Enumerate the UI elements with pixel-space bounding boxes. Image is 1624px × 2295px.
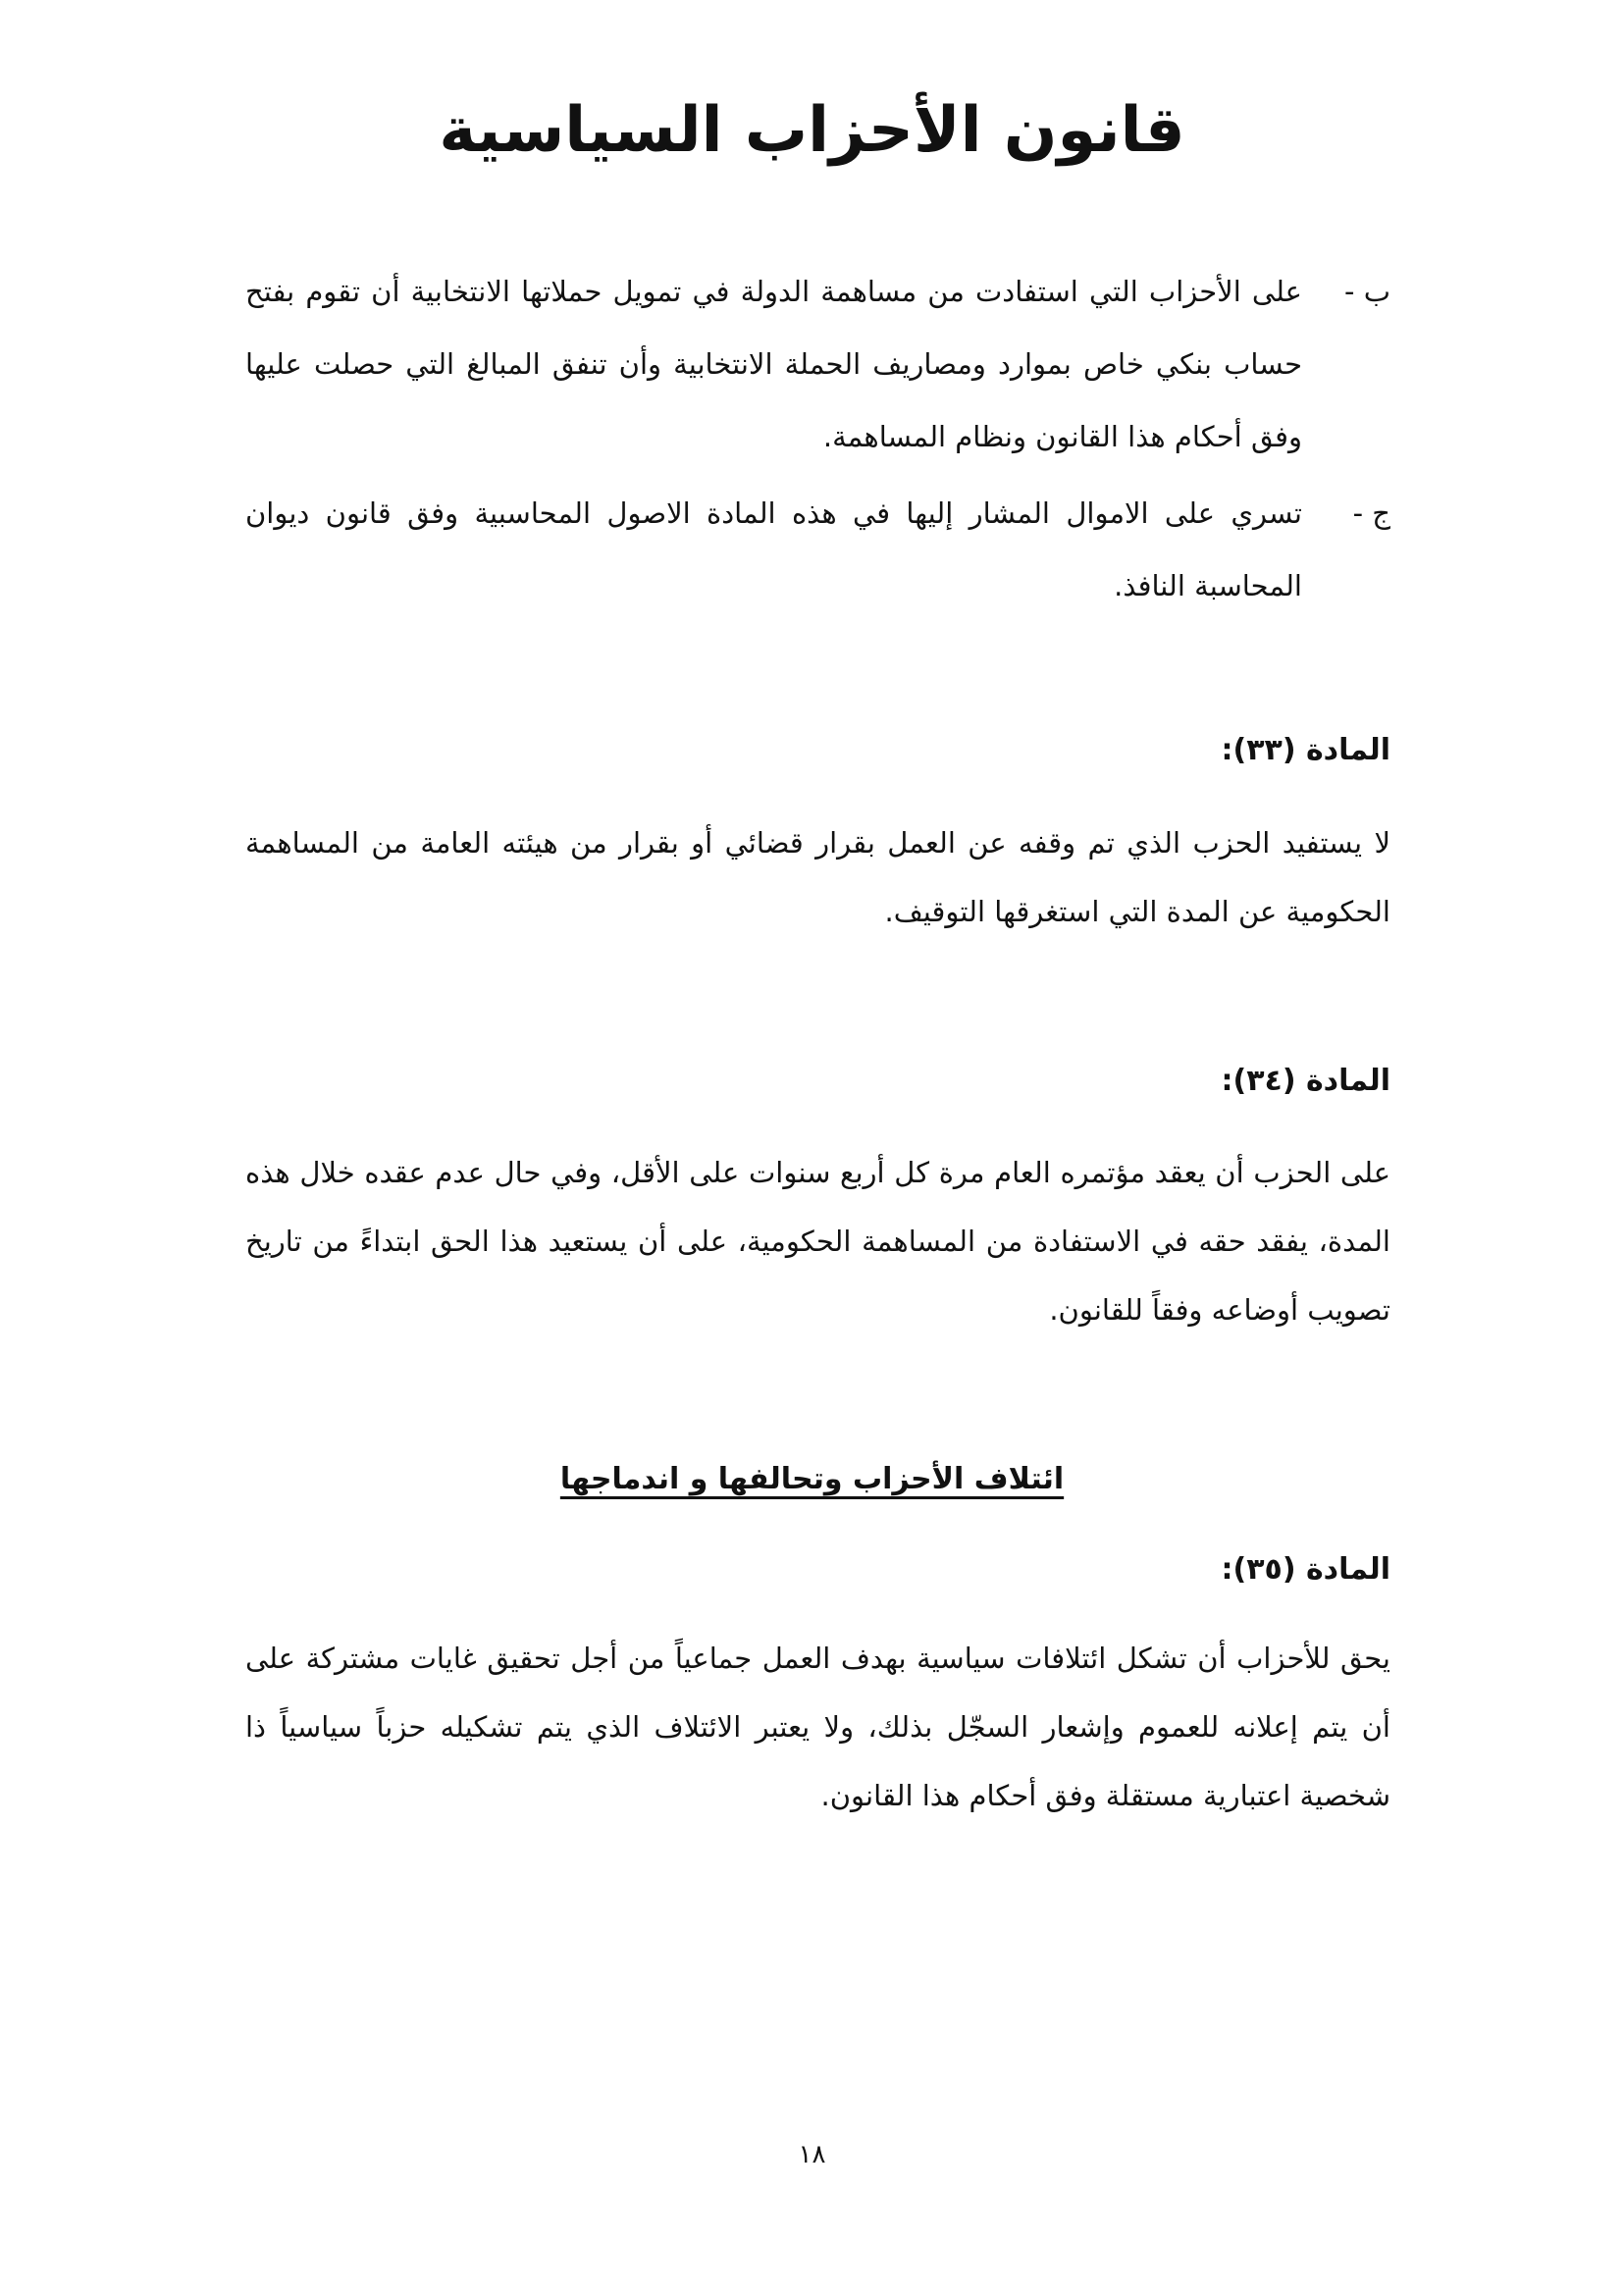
- article-35-heading: المادة (٣٥):: [1221, 1552, 1390, 1587]
- article-33-heading: المادة (٣٣):: [1221, 733, 1390, 767]
- list-item-label: ب -: [1344, 275, 1390, 308]
- list-item-text: على الأحزاب التي استفادت من مساهمة الدولة في تمويل حملاتها الانتخابية أن تقوم بفتح حساب بنكي خاص بموارد ومصاريف الحملة الانتخابية وأن تنفق المبالغ التي حصلت عليها وفق أحكام هذا القانون ونظام المساهمة.: [245, 275, 1302, 453]
- section-heading: ائتلاف الأحزاب وتحالفها و اندماجها: [559, 1462, 1065, 1496]
- article-35-text: يحق للأحزاب أن تشكل ائتلافات سياسية بهدف العمل جماعياً من أجل تحقيق غايات مشتركة على أن يتم إعلانه للعموم وإشعار السجّل بذلك، ولا يعتبر الائتلاف الذي يتم تشكيله حزباً سياسياً ذا شخصية اعتبارية مستقلة وفق أحكام هذا القانون.: [245, 1642, 1390, 1812]
- page-title: قانون الأحزاب السياسية: [439, 94, 1185, 167]
- article-33-text: لا يستفيد الحزب الذي تم وقفه عن العمل بقرار قضائي أو بقرار من هيئته العامة من المساهمة الحكومية عن المدة التي استغرقها التوقيف.: [245, 826, 1390, 928]
- list-item-b: [245, 255, 1390, 473]
- list-item-j: [245, 477, 1390, 622]
- list-item-text: تسري على الاموال المشار إليها في هذه المادة الاصول المحاسبية وفق قانون ديوان المحاسبة النافذ.: [245, 496, 1302, 602]
- article-34-text: على الحزب أن يعقد مؤتمره العام مرة كل أربع سنوات على الأقل، وفي حال عدم عقده خلال هذه المدة، يفقد حقه في الاستفادة من المساهمة الحكومية، على أن يستعيد هذا الحق ابتداءً من تاريخ تصويب أوضاعه وفقاً للقانون.: [245, 1156, 1390, 1327]
- list-item-label: ج -: [1352, 496, 1390, 530]
- page-number: ١٨: [798, 2140, 826, 2169]
- article-34-heading: المادة (٣٤):: [1221, 1064, 1390, 1098]
